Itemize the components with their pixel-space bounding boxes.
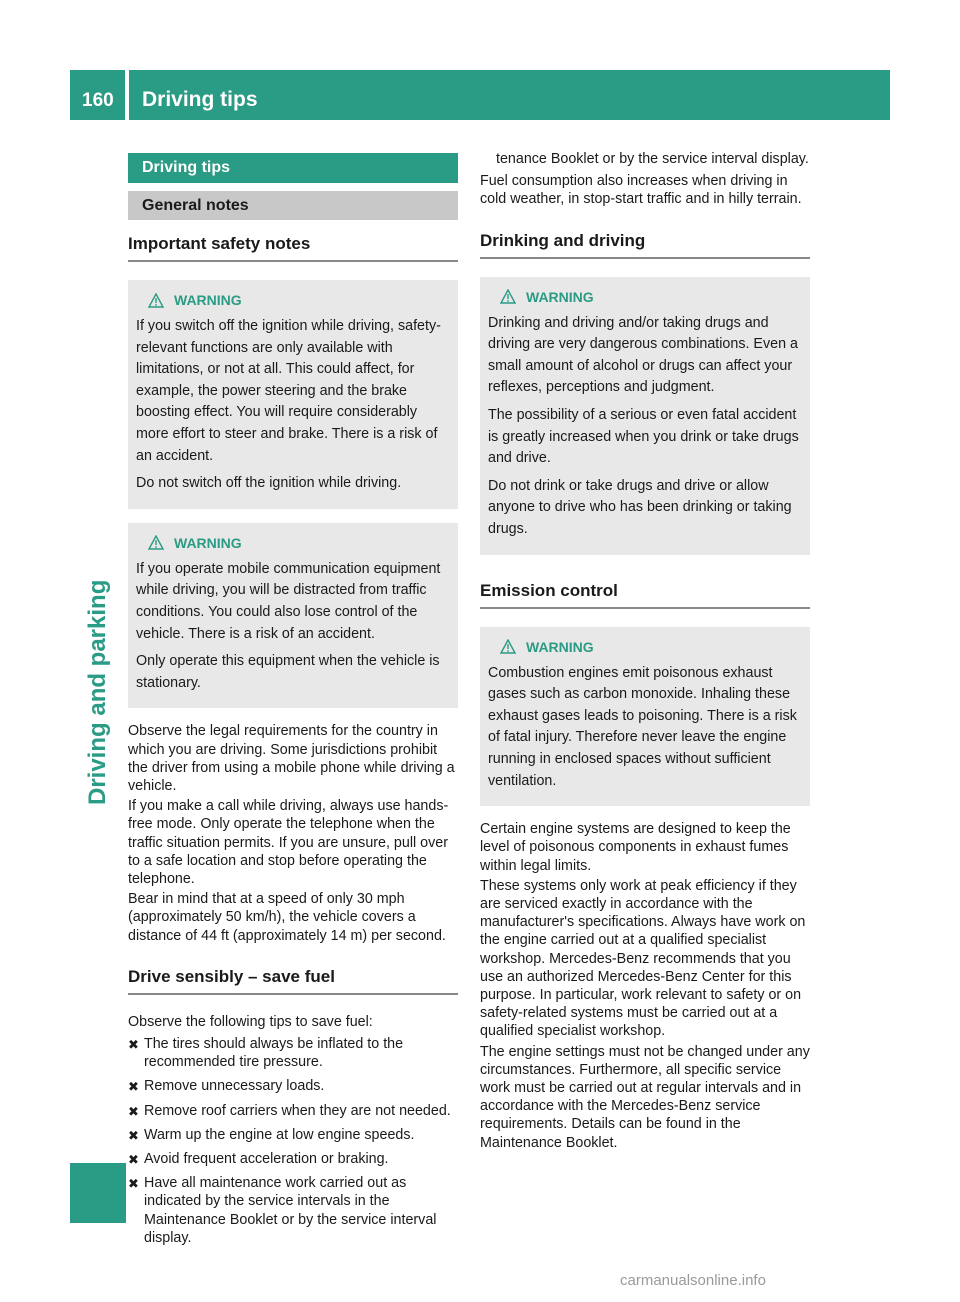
list-item xyxy=(128,1174,458,1247)
paragraph: If you make a call while driving, always use hands-free mode. Only operate the telephone when the traffic situation permits. If you are unsure, pull over to a safe location and stop before operating the telephone. xyxy=(128,798,449,887)
arrow-bullet-icon: ✖ xyxy=(128,1151,139,1167)
list-item-text: Avoid frequent acceleration or braking. xyxy=(144,1150,389,1167)
watermark-text: carmanualsonline.info xyxy=(620,1272,766,1289)
chapter-heading: Driving tips xyxy=(128,153,458,183)
warning-box-ignition xyxy=(128,280,458,509)
body-text-block xyxy=(480,820,810,1152)
warning-triangle-icon xyxy=(148,293,164,308)
warning-text: If you switch off the ignition while driving, safety-relevant functions are only available with limitations, or not at all. This could affect, for example, the power steering and the brake boosting effect. You will require considerably more effort to steer and brake. There is a risk of an accident. xyxy=(136,318,441,464)
section-heading-fuel: Drive sensibly – save fuel xyxy=(128,963,458,995)
warning-label: WARNING xyxy=(526,638,594,655)
warning-box-drinking xyxy=(480,277,810,555)
list-item xyxy=(128,1126,458,1144)
warning-triangle-icon xyxy=(500,289,516,304)
warning-text: Do not drink or take drugs and drive or allow anyone to drive who has been drinking or taking drugs. xyxy=(488,477,792,537)
list-item-text: Remove unnecessary loads. xyxy=(144,1078,325,1095)
warning-label: WARNING xyxy=(526,288,594,305)
paragraph: Certain engine systems are designed to keep the level of poisonous components in exhaust fumes within legal limits. xyxy=(480,821,791,874)
warning-triangle-icon xyxy=(500,639,516,654)
warning-title xyxy=(500,639,802,655)
warning-text: The possibility of a serious or even fatal accident is greatly increased when you drink or take drugs and drive. xyxy=(488,406,799,467)
section-heading-safety: Important safety notes xyxy=(128,230,458,262)
arrow-bullet-icon: ✖ xyxy=(128,1176,139,1192)
left-column xyxy=(128,150,458,1253)
page-number: 160 xyxy=(82,90,114,111)
subchapter-heading: General notes xyxy=(128,191,458,220)
sidebar-section-label: Driving and parking xyxy=(84,579,111,805)
warning-box-mobile xyxy=(128,523,458,709)
list-item xyxy=(128,1035,458,1071)
paragraph: These systems only work at peak efficiency if they are serviced exactly in accordance with the manufacturer's specifications. Always have work on the engine carried out at a qualified specialist workshop. Mercedes-Benz recommends that you use an authorized Mercedes-Benz Center for this purpose. In particular, work relevant to safety or on safety-related systems must be carried out at a qualified specialist workshop. xyxy=(480,877,806,1040)
warning-title xyxy=(148,535,450,551)
warning-title xyxy=(500,289,802,305)
arrow-bullet-icon: ✖ xyxy=(128,1036,139,1052)
warning-text: Only operate this equipment when the vehicle is stationary. xyxy=(136,653,440,691)
header-title: Driving tips xyxy=(142,88,258,111)
list-item-text: Warm up the engine at low engine speeds. xyxy=(144,1126,415,1143)
warning-title xyxy=(148,292,450,308)
list-item xyxy=(128,1102,458,1120)
list-item xyxy=(128,1150,458,1168)
list-item-text: Have all maintenance work carried out as indicated by the service intervals in the Maintenance Booklet or by the service interval display. xyxy=(144,1175,437,1246)
body-text-block xyxy=(128,722,458,944)
section-heading-emission: Emission control xyxy=(480,577,810,609)
fuel-tips-list xyxy=(128,1035,458,1247)
paragraph: Bear in mind that at a speed of only 30 mph (approximately 50 km/h), the vehicle covers a distance of 44 ft (approximately 14 m) per second. xyxy=(128,891,446,944)
body-text-block xyxy=(128,1013,458,1031)
warning-label: WARNING xyxy=(174,534,242,551)
paragraph-continuation: tenance Booklet or by the service interval display. xyxy=(496,151,809,167)
paragraph: Observe the legal requirements for the country in which you are driving. Some jurisdictions prohibit the driver from using a mobile phone while driving a vehicle. xyxy=(128,723,455,794)
list-item xyxy=(128,1077,458,1095)
paragraph: The engine settings must not be changed under any circumstances. Furthermore, all specific service work must be carried out at regular intervals and in accordance with the Mercedes-Benz service requirements. Details can be found in the Maintenance Booklet. xyxy=(480,1043,810,1151)
warning-text: Do not switch off the ignition while driving. xyxy=(136,475,402,492)
warning-label: WARNING xyxy=(174,292,242,308)
arrow-bullet-icon: ✖ xyxy=(128,1079,139,1095)
list-item-text: The tires should always be inflated to the recommended tire pressure. xyxy=(144,1035,404,1071)
header-divider xyxy=(125,70,129,120)
warning-box-emission xyxy=(480,627,810,807)
warning-text: Drinking and driving and/or taking drugs and driving are very dangerous combinations. Even a small amount of alcohol or drugs can affect your reflexes, perceptions and judgment. xyxy=(488,314,798,396)
paragraph: Observe the following tips to save fuel: xyxy=(128,1013,373,1030)
paragraph: Fuel consumption also increases when driving in cold weather, in stop-start traffic and in hilly terrain. xyxy=(480,173,802,208)
warning-text: If you operate mobile communication equipment while driving, you will be distracted from traffic conditions. You could also lose control of the vehicle. There is a risk of an accident. xyxy=(136,560,441,642)
page-header-bar xyxy=(70,70,890,120)
arrow-bullet-icon: ✖ xyxy=(128,1103,139,1119)
arrow-bullet-icon: ✖ xyxy=(128,1127,139,1143)
right-column xyxy=(480,150,810,1154)
warning-triangle-icon xyxy=(148,535,164,550)
section-heading-drinking: Drinking and driving xyxy=(480,227,810,259)
sidebar-section-marker xyxy=(70,1163,126,1223)
list-item-text: Remove roof carriers when they are not needed. xyxy=(144,1102,451,1119)
warning-text: Combustion engines emit poisonous exhaust gases such as carbon monoxide. Inhaling these exhaust gases leads to poisoning. There is a risk of fatal injury. Therefore never leave the engine running in enclosed spaces without sufficient ventilation. xyxy=(488,664,797,789)
body-text-block xyxy=(480,150,810,209)
